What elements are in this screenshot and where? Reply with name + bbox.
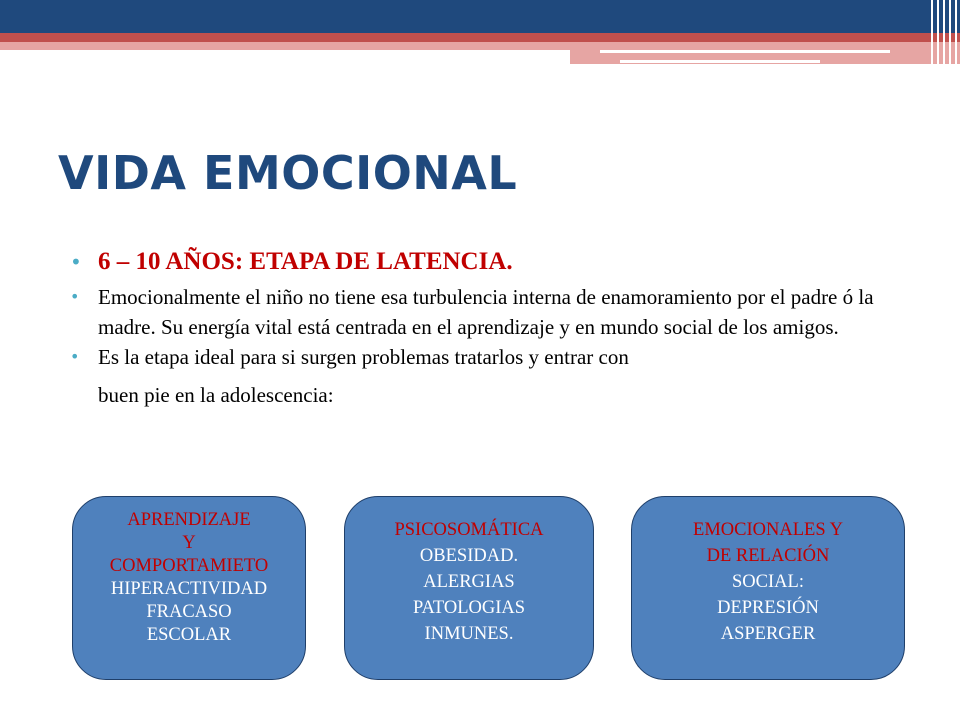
band-pink-stripe <box>0 42 960 50</box>
band-navy-stripe <box>0 0 960 33</box>
box-white-line: DEPRESIÓN <box>717 598 819 618</box>
bullet-marker: • <box>70 287 80 306</box>
bullet-marker: • <box>70 347 80 366</box>
bullet-heading <box>70 244 890 280</box>
box-white-line: ESCOLAR <box>146 625 232 645</box>
box-red-line: Y <box>182 533 196 553</box>
box-white-line: ALERGIAS <box>423 572 515 592</box>
band-red-stripe <box>0 33 960 42</box>
box-white-line: PATOLOGIAS <box>412 598 526 618</box>
bullet-list <box>70 244 890 410</box>
box-red-line: EMOCIONALES Y <box>693 520 843 540</box>
top-decorative-band <box>0 0 960 70</box>
box-white-line: HIPERACTIVIDAD <box>110 579 268 599</box>
box-white-line: INMUNES. <box>424 624 514 644</box>
band-white-line <box>600 50 890 53</box>
box-white-line: ASPERGER <box>720 624 816 644</box>
box-red-line: DE RELACIÓN <box>706 546 830 566</box>
band-vertical-line <box>943 0 945 64</box>
band-vertical-line <box>937 0 939 64</box>
bullet-text: Emocionalmente el niño no tiene esa turbulencia interna de enamoramiento por el padre ó la madre. Su energía vital está centrada en el aprendizaje y en mundo social de los amigos. <box>98 285 874 339</box>
band-vertical-line <box>949 0 951 64</box>
box-white-line: SOCIAL: <box>732 572 804 592</box>
box-white-line: OBESIDAD. <box>419 546 519 566</box>
box-white-line: FRACASO <box>146 602 232 622</box>
box-red-line: COMPORTAMIETO <box>109 556 269 576</box>
bullet-text: 6 – 10 AÑOS: ETAPA DE LATENCIA. <box>98 248 513 275</box>
slide-title: VIDA EMOCIONAL <box>58 146 518 200</box>
bullet-item <box>70 282 890 342</box>
box-red-line: APRENDIZAJE <box>127 510 251 530</box>
bullet-item <box>70 342 890 410</box>
bullet-text-continuation: buen pie en la adolescencia: <box>98 383 334 407</box>
band-vertical-line <box>955 0 957 64</box>
box-red-line: PSICOSOMÁTICA <box>394 520 544 540</box>
category-box-psychosomatic <box>344 496 594 680</box>
bullet-marker: • <box>70 250 82 274</box>
band-vertical-line <box>931 0 933 64</box>
category-box-learning <box>72 496 306 680</box>
bullet-text: Es la etapa ideal para si surgen problemas tratarlos y entrar con <box>98 345 629 369</box>
band-white-line <box>620 60 820 63</box>
category-box-emotional <box>631 496 905 680</box>
